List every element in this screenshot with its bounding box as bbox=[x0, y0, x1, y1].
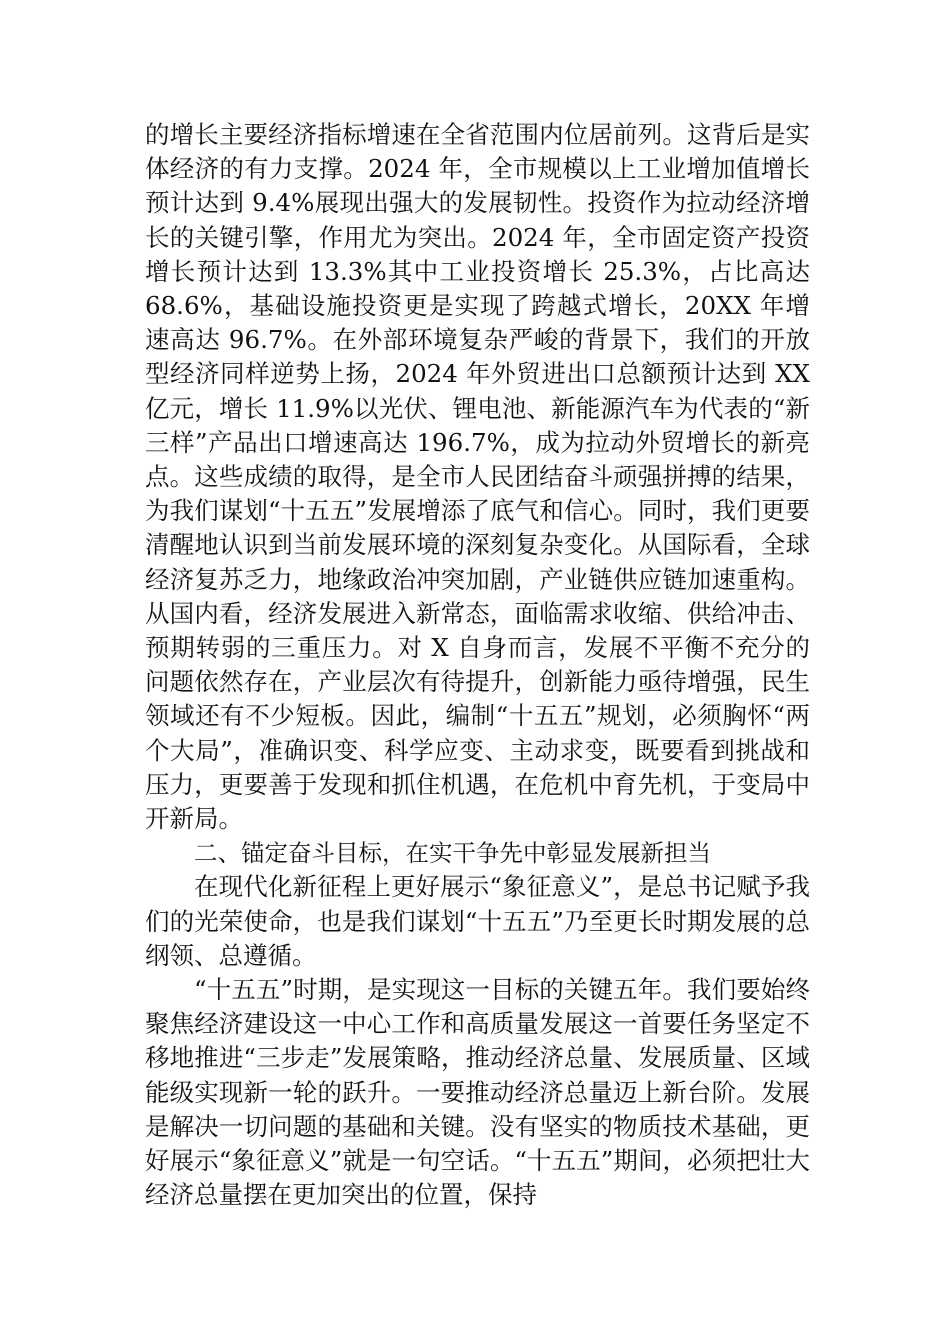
document-page bbox=[145, 118, 810, 1213]
body-paragraph-1: 的增长主要经济指标增速在全省范围内位居前列。这背后是实体经济的有力支撑。2024 年，全市规模以上工业增加值增长预计达到 9.4%展现出强大的发展韧性。投资作为拉动经济增长的关键引擎，作用尤为突出。2024 年，全市固定资产投资增长预计达到 13.3%其中工业投资增长 25.3%，占比高达 68.6%，基础设施投资更是实现了跨越式增长，20XX 年增速高达 96.7%。在外部环境复杂严峻的背景下，我们的开放型经济同样逆势上扬，2024 年外贸进出口总额预计达到 XX 亿元，增长 11.9%以光伏、锂电池、新能源汽车为代表的“新三样”产品出口增速高达 196.7%，成为拉动外贸增长的新亮点。这些成绩的取得，是全市人民团结奋斗顽强拼搏的结果，为我们谋划“十五五”发展增添了底气和信心。同时，我们更要清醒地认识到当前发展环境的深刻复杂变化。从国际看，全球经济复苏乏力，地缘政治冲突加剧，产业链供应链加速重构。从国内看，经济发展进入新常态，面临需求收缩、供给冲击、预期转弱的三重压力。对 X 自身而言，发展不平衡不充分的问题依然存在，产业层次有待提升，创新能力亟待增强，民生领域还有不少短板。因此，编制“十五五”规划，必须胸怀“两个大局”，准确识变、科学应变、主动求变，既要看到挑战和压力，更要善于发现和抓住机遇，在危机中育先机，于变局中开新局。 bbox=[145, 120, 810, 834]
body-paragraph-2: 在现代化新征程上更好展示“象征意义”，是总书记赋予我们的光荣使命，也是我们谋划“十五五”乃至更长时期发展的总纲领、总遵循。 bbox=[145, 872, 810, 970]
section-heading: 二、锚定奋斗目标，在实干争先中彰显发展新担当 bbox=[194, 839, 711, 868]
body-paragraph-3: “十五五”时期，是实现这一目标的关键五年。我们要始终聚焦经济建设这一中心工作和高质量发展这一首要任务坚定不移地推进“三步走”发展策略，推动经济总量、发展质量、区域能级实现新一轮的跃升。一要推动经济总量迈上新台阶。发展是解决一切问题的基础和关键。没有坚实的物质技术基础，更好展示“象征意义”就是一句空话。“十五五”期间，必须把壮大经济总量摆在更加突出的位置，保持 bbox=[145, 975, 810, 1210]
